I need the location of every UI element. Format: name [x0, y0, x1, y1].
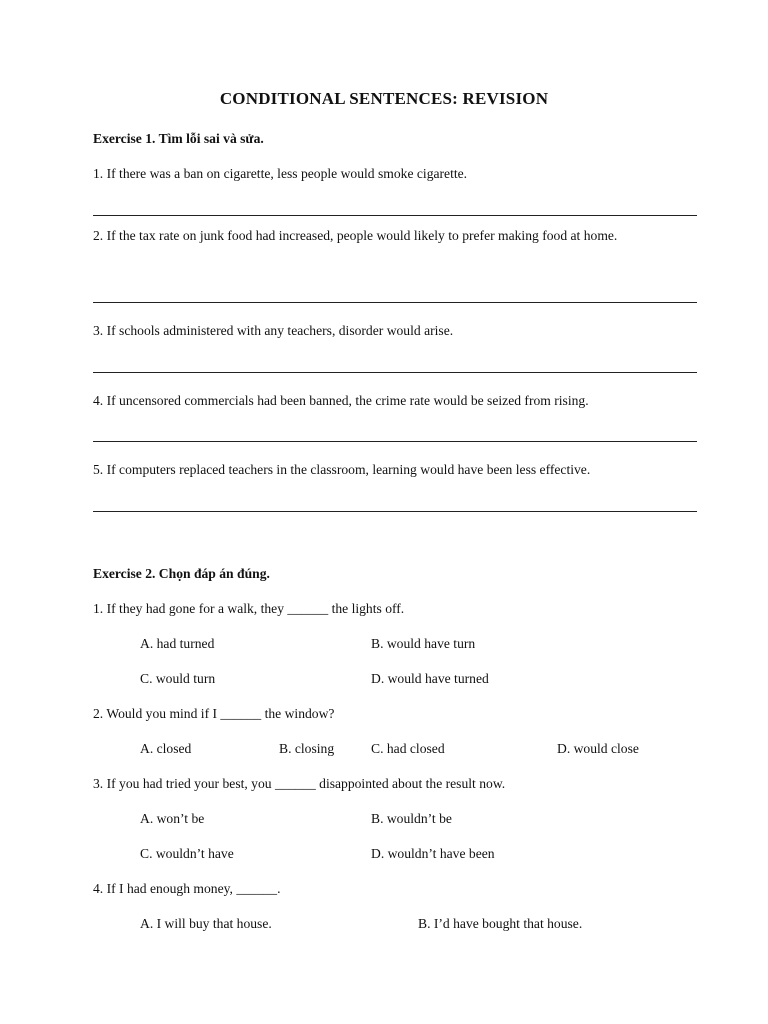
question-1-option-b: B. would have turn [371, 636, 476, 651]
page-title: CONDITIONAL SENTENCES: REVISION [219, 89, 549, 108]
question-2-option-d: D. would close [557, 741, 639, 756]
answer-line-4 [93, 441, 697, 442]
question-4-text: 4. If I had enough money, ______. [93, 881, 281, 896]
question-3-text: 3. If you had tried your best, you ______ disappointed about the result now. [93, 776, 506, 791]
question-1-option-c: C. would turn [140, 671, 216, 686]
exercise-1-item-1: 1. If there was a ban on cigarette, less people would smoke cigarette. [93, 166, 468, 181]
question-3-option-b: B. wouldn’t be [371, 811, 452, 826]
answer-line-1 [93, 215, 697, 216]
exercise-1-item-5: 5. If computers replaced teachers in the classroom, learning would have been less effective. [93, 462, 591, 477]
question-3-option-a: A. won’t be [140, 811, 205, 826]
answer-line-5 [93, 511, 697, 512]
exercise-1-heading: Exercise 1. Tìm lỗi sai và sửa. [93, 131, 264, 146]
question-4-option-a: A. I will buy that house. [140, 916, 272, 931]
answer-line-3 [93, 372, 697, 373]
exercise-1-item-2: 2. If the tax rate on junk food had increased, people would likely to prefer making food at home. [93, 228, 618, 243]
question-1-text: 1. If they had gone for a walk, they ______ the lights off. [93, 601, 405, 616]
answer-line-2 [93, 302, 697, 303]
question-2-option-c: C. had closed [371, 741, 445, 756]
question-1-option-d: D. would have turned [371, 671, 489, 686]
exercise-1-item-3: 3. If schools administered with any teachers, disorder would arise. [93, 323, 454, 338]
question-2-option-a: A. closed [140, 741, 192, 756]
question-2-text: 2. Would you mind if I ______ the window? [93, 706, 335, 721]
exercise-2-heading: Exercise 2. Chọn đáp án đúng. [93, 566, 270, 581]
question-4-option-b: B. I’d have bought that house. [418, 916, 583, 931]
question-1-option-a: A. had turned [140, 636, 215, 651]
exercise-1-item-4: 4. If uncensored commercials had been banned, the crime rate would be seized from rising. [93, 393, 589, 408]
question-3-option-c: C. wouldn’t have [140, 846, 234, 861]
question-3-option-d: D. wouldn’t have been [371, 846, 495, 861]
question-2-option-b: B. closing [279, 741, 335, 756]
